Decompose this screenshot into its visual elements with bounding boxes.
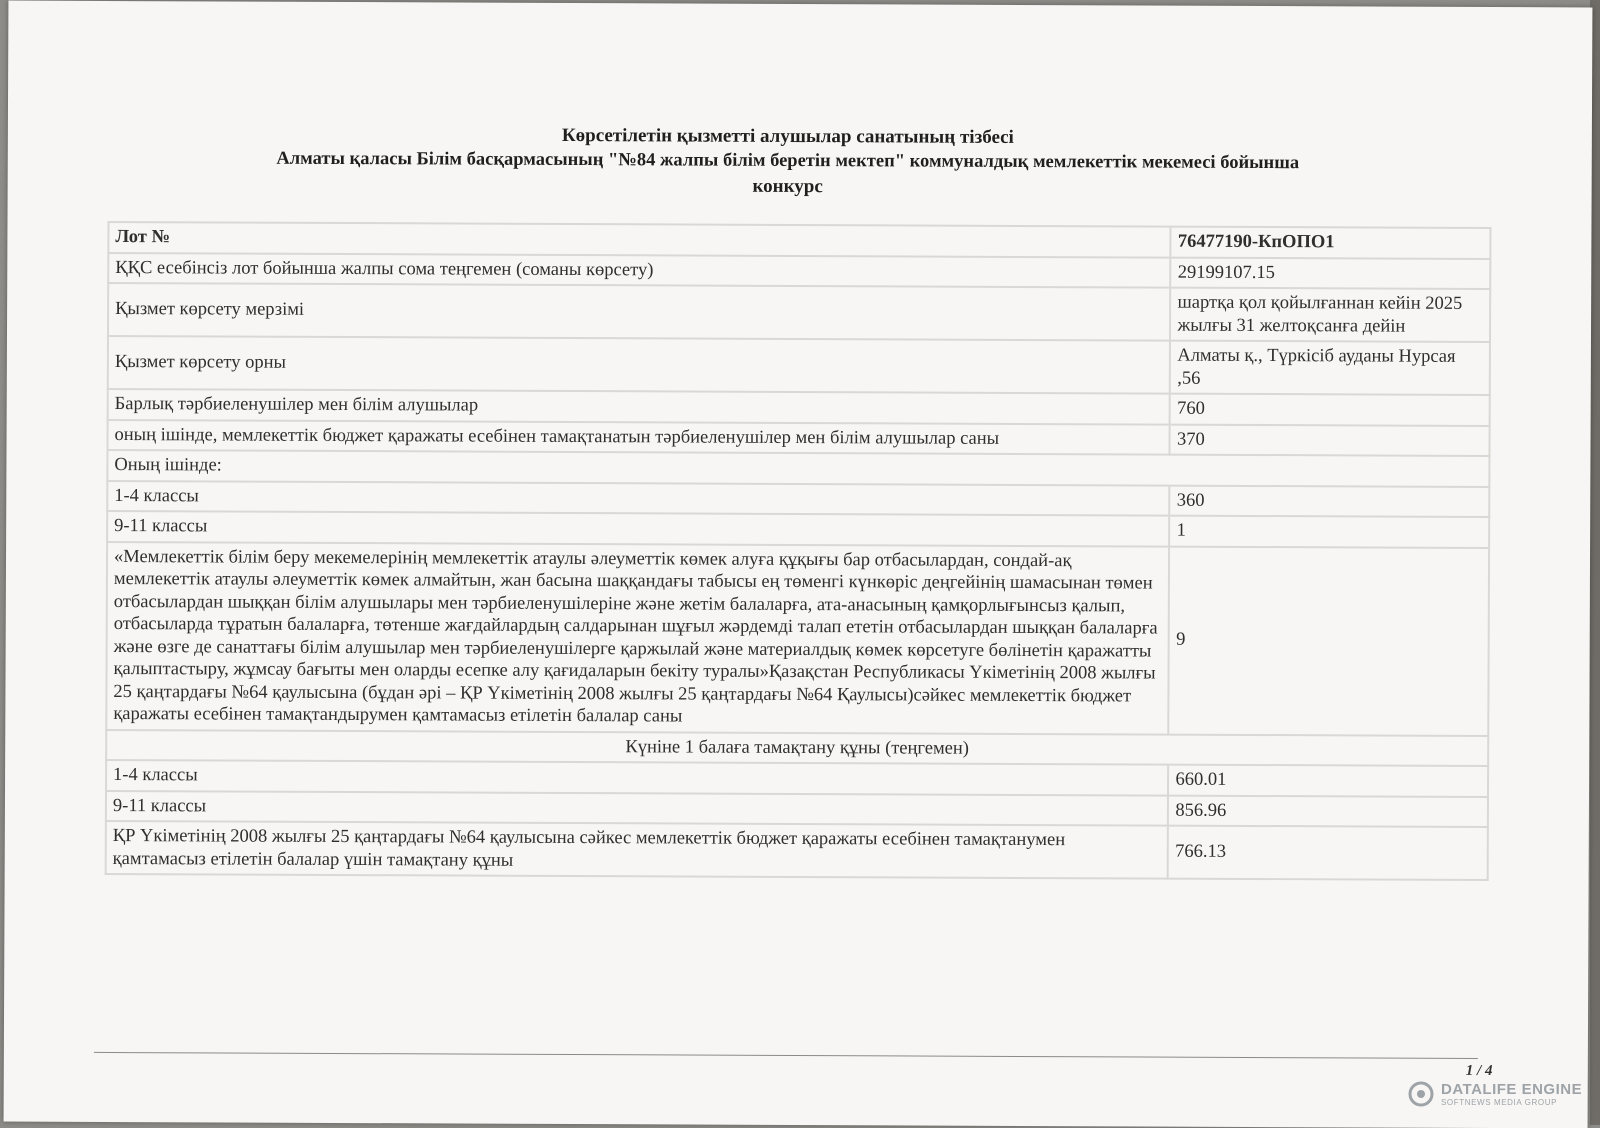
meal-1-4-label: 1-4 классы (106, 760, 1169, 795)
header-subtitle-end: конкурс (752, 175, 823, 198)
social-support-label: «Мемлекеттік білім беру мекемелерінің мемлекеттік атаулы әлеуметтік көмек алуға құқығы бар отбасылардан, сондай-ақ мемлекеттік атаулы әлеуметтік көмек алмайтын, жан басына шаққандағы табысы ең төменгі күнкөріс деңгейінің шамасынан төмен отбасылардан шыққан білім алушылары мен тәрбиеленушілеріне және жетім балаларға, ата-анасының қамқорлығынсыз қалып, отбасыларда тұратын балаларға, төтенше жағдайлардың салдарынан шұғыл жәрдемді талап ететін отбасылардан шыққан балаларға және өзге де санаттағы білім алушылар мен тәрбиеленушілерге қаржылай және материалдық көмек көрсетуге бөлінетін қаражатты қалыптастыру, жұмсау бағыты мен оларды есепке алу қағидаларын бекіту туралы»Қазақстан Республикасы Үкіметінің 2008 жылғы 25 қаңтардағы №64 қаулысына (бұдан әрі – ҚР Үкіметінің 2008 жылғы 25 қаңтардағы №64 Қаулысы)сәйкес мемлекеттік бюджет қаражаты есебінен тамақтандырумен қамтамасыз етілетін балалар саны (106, 541, 1169, 734)
meal-9-11-value: 856.96 (1168, 795, 1488, 827)
all-students-label: Барлық тәрбиеленушілер мен білім алушылар (108, 389, 1171, 424)
watermark (1407, 1080, 1582, 1108)
page-number: 1 / 4 (1465, 1062, 1493, 1080)
meal-9-11-label: 9-11 классы (106, 790, 1169, 825)
meal-decree-value: 766.13 (1168, 826, 1488, 880)
service-place-label: Қызмет көрсету орны (108, 336, 1171, 394)
table-row-meal-decree (106, 821, 1488, 880)
meal-cost-header: Күніне 1 балаға тамақтану құны (теңгемен) (106, 729, 1488, 766)
header-title: Көрсетілетін қызметті алушылар санатының тізбесі (561, 124, 1014, 148)
document-page (4, 1, 1593, 1128)
grades-9-11-value: 1 (1170, 516, 1490, 548)
header-subtitle: Алматы қаласы Білім басқармасының "№84 жалпы білім беретін мектеп" коммуналдық мемлекеттік мекемесі бойынша (276, 148, 1300, 174)
grades-1-4-label: 1-4 классы (107, 480, 1170, 515)
document-header (118, 121, 1458, 202)
budget-students-value: 370 (1170, 424, 1490, 456)
watermark-logo-icon (1407, 1080, 1435, 1108)
footer-divider (94, 1052, 1478, 1059)
grades-9-11-label: 9-11 классы (107, 511, 1170, 546)
table-row-social-support (106, 541, 1489, 735)
total-sum-label: ҚҚС есебінсіз лот бойынша жалпы сома теңгемен (соманы көрсету) (108, 252, 1171, 287)
all-students-value: 760 (1170, 394, 1490, 426)
lot-value: 76477190-КпОПО1 (1171, 227, 1491, 259)
watermark-brand: DATALIFE ENGINE (1441, 1080, 1583, 1098)
total-sum-value: 29199107.15 (1171, 257, 1491, 289)
table-row-service-term (108, 283, 1490, 342)
social-support-value: 9 (1169, 546, 1489, 735)
table-row-service-place (108, 336, 1490, 395)
grades-1-4-value: 360 (1170, 485, 1490, 517)
service-term-label: Қызмет көрсету мерзімі (108, 283, 1171, 341)
lot-label: Лот № (108, 222, 1171, 257)
budget-students-label: оның ішінде, мемлекеттік бюджет қаражаты есебінен тамақтанатын тәрбиеленушілер мен білім алушылар саны (107, 419, 1170, 454)
service-place-value: Алматы қ., Түркісіб ауданы Нурсая ,56 (1170, 341, 1490, 395)
lot-table (105, 221, 1492, 881)
meal-decree-label: ҚР Үкіметінің 2008 жылғы 25 қаңтардағы №64 қаулысына сәйкес мемлекеттік бюджет қаражаты есебінен тамақтанумен қамтамасыз етілетін балалар үшін тамақтану құны (106, 821, 1169, 879)
watermark-sub: SOFTNEWS MEDIA GROUP (1441, 1097, 1558, 1107)
including-label: Оның ішінде: (107, 450, 1489, 487)
service-term-value: шартқа қол қойылғаннан кейін 2025 жылғы 31 желтоқсанға дейін (1170, 288, 1490, 342)
meal-1-4-value: 660.01 (1168, 765, 1488, 797)
